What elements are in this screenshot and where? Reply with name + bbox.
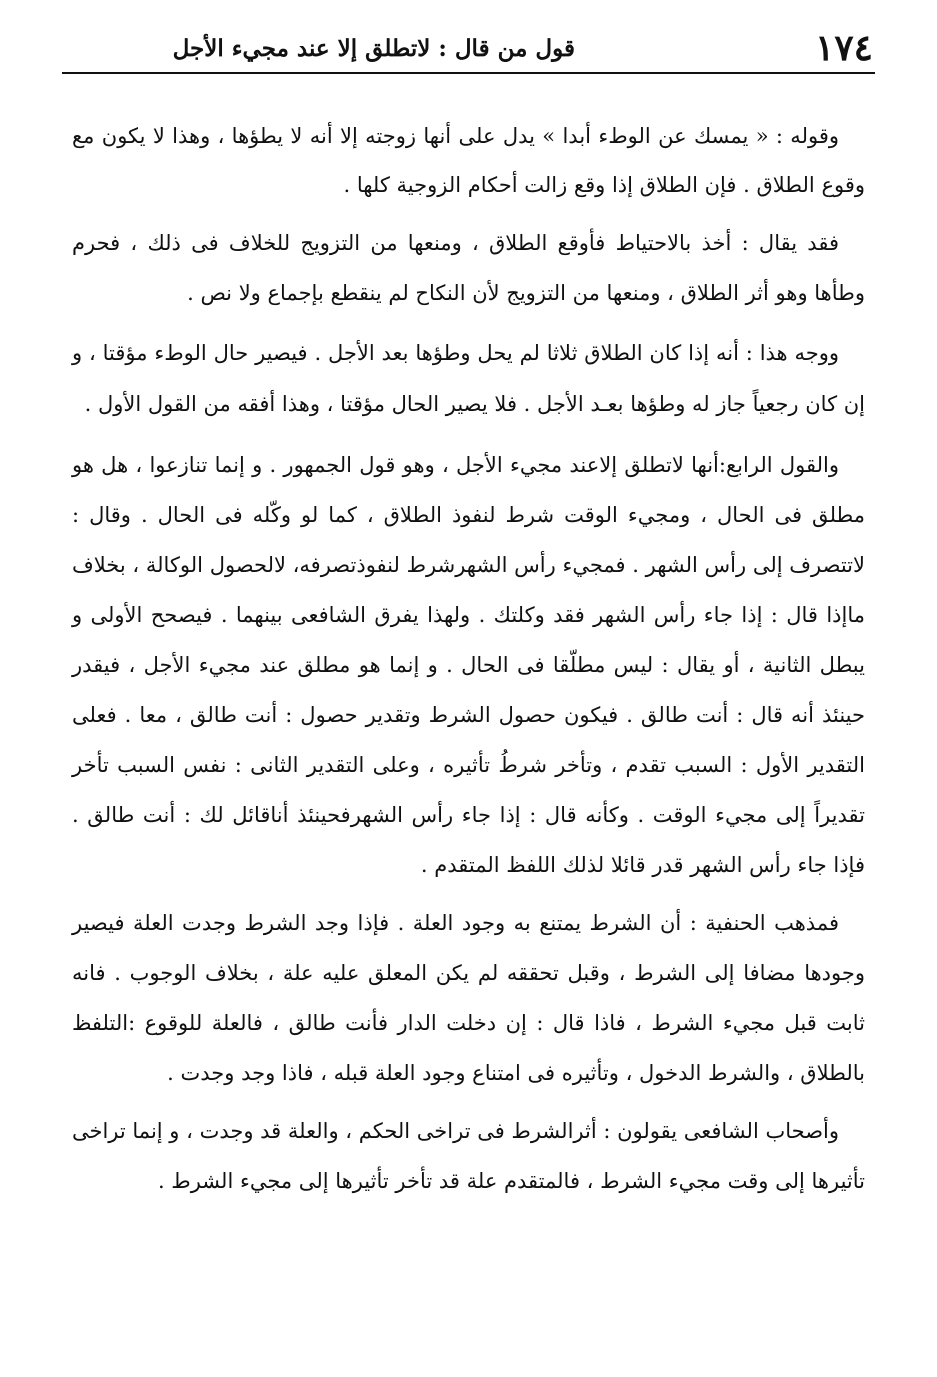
paragraph-3: ووجه هذا : أنه إذا كان الطلاق ثلاثا لم يحل وطؤها بعد الأجل . فيصير حال الوطء مؤقتا ، و إن كان رجعياً جاز له وطؤها بعـد الأجل . فلا يصير الحال مؤقتا ، وهذا أفقه من القول الأول . (72, 341, 865, 416)
paragraph-4: والقول الرابع:أنها لاتطلق إلاعند مجيء الأجل ، وهو قول الجمهور . و إنما تنازعوا ، هل هو مطلق فى الحال ، ومجيء الوقت شرط لنفوذ الطلاق ، كما لو وكّله فى الحال . وقال : لاتتصرف إلى رأس الشهر . فمجيء رأس الشهرشرط لنفوذتصرفه، لالحصول الوكالة ، بخلاف ماإذا قال : إذا جاء رأس الشهر فقد وكلتك . ولهذا يفرق الشافعى بينهما . فيصحح الأولى و يبطل الثانية ، أو يقال : ليس مطلّقا فى الحال . و إنما هو مطلق عند مجيء الأجل ، فيقدر حينئذ أنه قال : أنت طالق . فيكون حصول الشرط وتقدير حصول : أنت طالق ، معا . فعلى التقدير الأول : السبب تقدم ، وتأخر شرطُ تأثيره ، وعلى التقدير الثانى : نفس السبب تأخر تقديراً إلى مجيء الوقت . وكأنه قال : إذا جاء رأس الشهرفحينئذ أناقائل لك : أنت طالق . فإذا جاء رأس الشهر قدر قائلا لذلك اللفظ المتقدم . (72, 453, 865, 877)
page-header (62, 22, 875, 72)
page-number: ١٧٤ (814, 27, 873, 69)
paragraph-2: فقد يقال : أخذ بالاحتياط فأوقع الطلاق ، ومنعها من التزويج للخلاف فى ذلك ، فحرم وطأها وهو أثر الطلاق ، ومنعها من التزويج لأن النكاح لم ينقطع بإجماع ولا نص . (72, 231, 865, 305)
paragraph-1: وقوله : « يمسك عن الوطء أبدا » يدل على أنها زوجته إلا أنه لا يطؤها ، وهذا لا يكون مع وقوع الطلاق . فإن الطلاق إذا وقع زالت أحكام الزوجية كلها . (72, 124, 865, 197)
running-title: قول من قال : لاتطلق إلا عند مجيء الأجل (172, 35, 575, 62)
paragraph-5: فمذهب الحنفية : أن الشرط يمتنع به وجود العلة . فإذا وجد الشرط وجدت العلة فيصير وجودها مضافا إلى الشرط ، وقبل تحققه لم يكن المعلق عليه علة ، بخلاف الوجوب . فانه ثابت قبل مجيء الشرط ، فاذا قال : إن دخلت الدار فأنت طالق ، فالعلة للوقوع :التلفظ بالطلاق ، والشرط الدخول ، وتأثيره فى امتناع وجود العلة قبله ، فاذا وجد وجدت . (72, 911, 865, 1085)
header-divider (62, 72, 875, 74)
main-text (72, 112, 865, 1206)
paragraph-6: وأصحاب الشافعى يقولون : أثرالشرط فى تراخى الحكم ، والعلة قد وجدت ، و إنما تراخى تأثيرها إلى وقت مجيء الشرط ، فالمتقدم علة قد تأخر تأثيرها إلى مجيء الشرط . (71, 1119, 865, 1193)
